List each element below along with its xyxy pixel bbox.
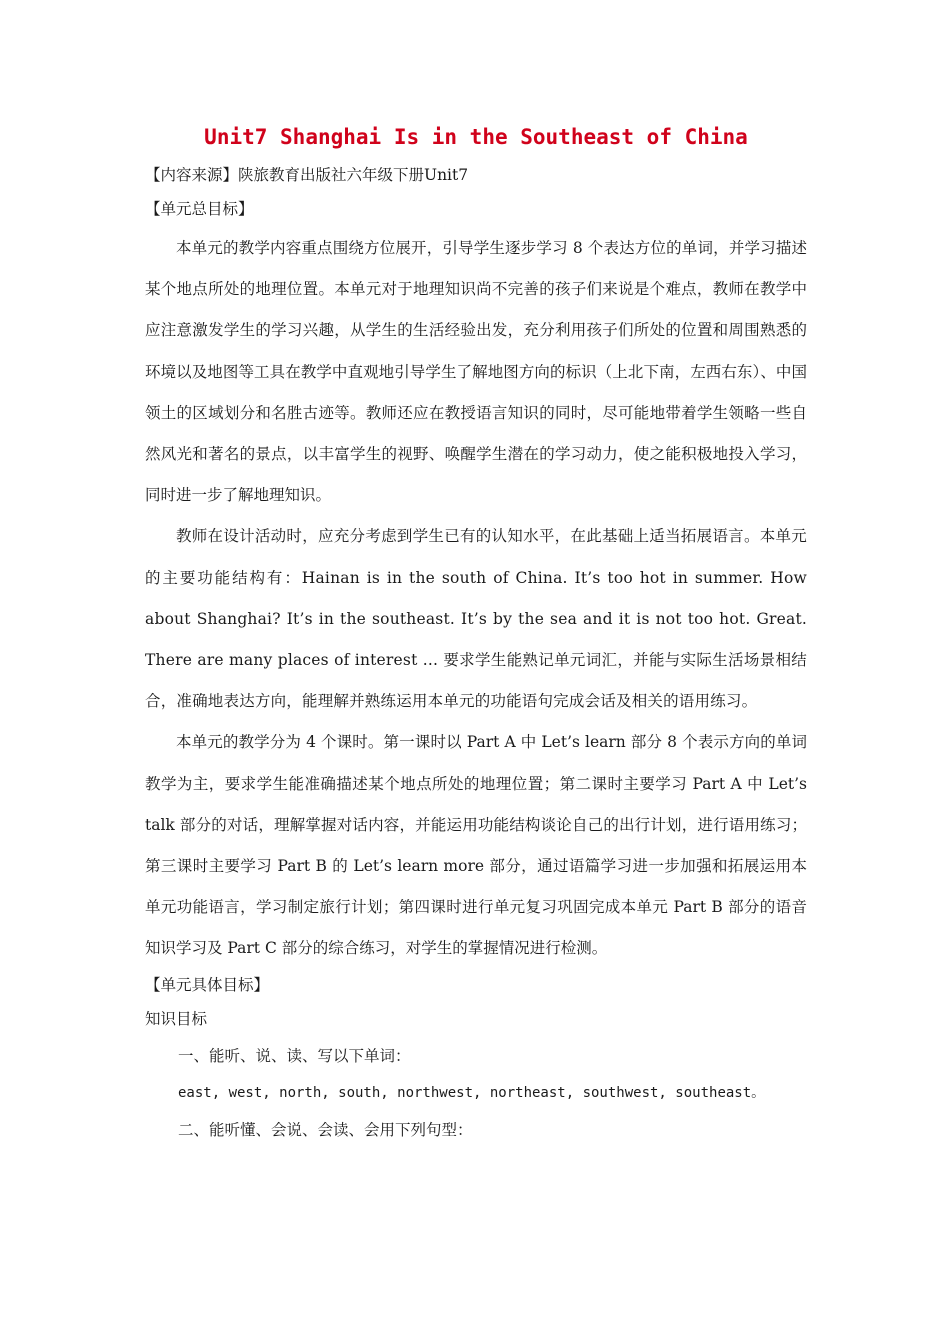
list-item-label: 二、能听懂、会说、会读、会用下列句型： — [178, 1120, 473, 1139]
document-title: Unit7 Shanghai Is in the Southeast of China — [204, 125, 748, 149]
vocabulary-list: east, west, north, south, northwest, northeast, southwest, southeast。 — [178, 1084, 766, 1101]
body-paragraph: 教师在设计活动时，应充分考虑到学生已有的认知水平，在此基础上适当拓展语言。本单元的主要功能结构有：Hainan is in the south of China. It’s too hot in summer. How about Shanghai? It’s in the southeast. It’s by the sea and it is not too hot. Great. There are many places of interest ... 要求学生能熟记单元词汇，并能与实际生活场景相结合，准确地表达方向，能理解并熟练运用本单元的功能语句完成会话及相关的语用练习。 — [145, 527, 807, 711]
overall-goals-heading: 【单元总目标】 — [145, 200, 254, 218]
body-paragraph: 本单元的教学分为 4 个课时。第一课时以 Part A 中 Let’s learn 部分 8 个表示方向的单词教学为主，要求学生能准确描述某个地点所处的地理位置；第二课时主要学习 Part A 中 Let’s talk 部分的对话，理解掌握对话内容，并能运用功能结构谈论自己的出行计划，进行语用练习；第三课时主要学习 Part B 的 Let’s learn more 部分，通过语篇学习进一步加强和拓展运用本单元功能语言，学习制定旅行计划；第四课时进行单元复习巩固完成本单元 Part B 部分的语音知识学习及 Part C 部分的综合练习，对学生的掌握情况进行检测。 — [145, 733, 807, 958]
list-item-label: 一、能听、说、读、写以下单词： — [178, 1046, 411, 1065]
body-paragraph: 本单元的教学内容重点围绕方位展开，引导学生逐步学习 8 个表达方位的单词，并学习描述某个地点所处的地理位置。本单元对于地理知识尚不完善的孩子们来说是个难点，教师在教学中应注意激发学生的学习兴趣，从学生的生活经验出发，充分利用孩子们所处的位置和周围熟悉的环境以及地图等工具在教学中直观地引导学生了解地图方向的标识（上北下南，左西右东）、中国领土的区域划分和名胜古迹等。教师还应在教授语言知识的同时，尽可能地带着学生领略一些自然风光和著名的景点，以丰富学生的视野、唤醒学生潜在的学习动力，使之能积极地投入学习，同时进一步了解地理知识。 — [145, 239, 807, 505]
knowledge-goals-heading: 知识目标 — [145, 1009, 208, 1028]
content-source: 【内容来源】陕旅教育出版社六年级下册Unit7 — [145, 166, 469, 184]
specific-goals-heading: 【单元具体目标】 — [145, 975, 270, 994]
document-page — [145, 118, 807, 1149]
